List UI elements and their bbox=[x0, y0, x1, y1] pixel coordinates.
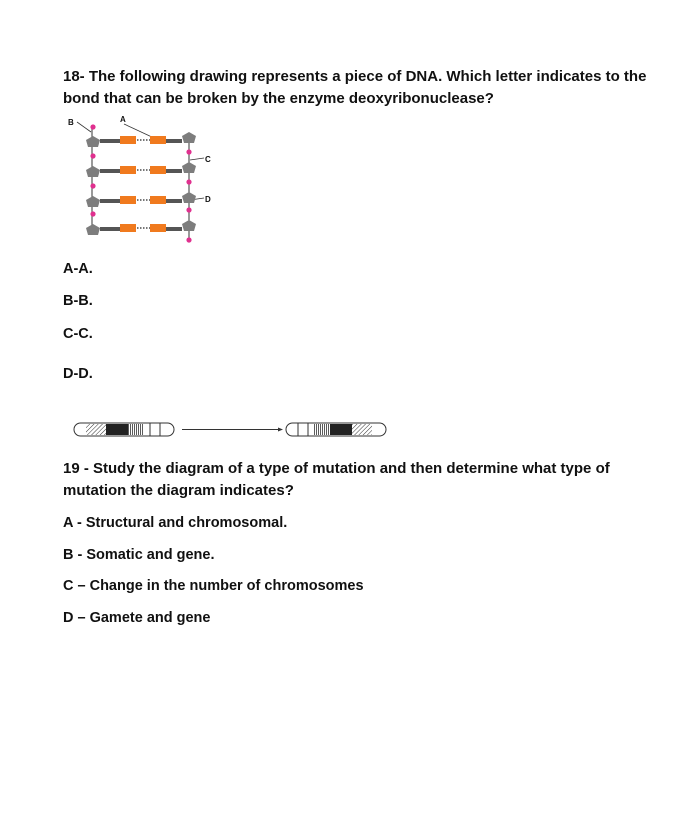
question-19-text: 19 - Study the diagram of a type of mutation and then determine what type of mutation the diagram indicates? bbox=[63, 460, 610, 499]
nucleotide-pair-row bbox=[86, 162, 196, 177]
q18-option-b[interactable]: B-B. bbox=[63, 293, 93, 309]
q19-option-b[interactable]: B - Somatic and gene. bbox=[63, 547, 215, 563]
q18-option-a[interactable]: A-A. bbox=[63, 261, 93, 277]
q19-option-a[interactable]: A - Structural and chromosomal. bbox=[63, 515, 288, 531]
label-b: B bbox=[68, 118, 74, 127]
nucleotide-pair-row bbox=[86, 220, 196, 235]
arrow-icon bbox=[182, 428, 283, 432]
original-chromosome bbox=[74, 423, 174, 436]
nucleotide-pair-row bbox=[86, 192, 196, 207]
q19-option-c[interactable]: C – Change in the number of chromosomes bbox=[63, 578, 364, 594]
nucleotide-pair-row bbox=[86, 132, 196, 147]
label-a: A bbox=[120, 115, 126, 124]
mutation-diagram bbox=[70, 418, 400, 442]
q18-option-d[interactable]: D-D. bbox=[63, 366, 93, 382]
q19-option-d[interactable]: D – Gamete and gene bbox=[63, 610, 211, 626]
dna-diagram bbox=[62, 112, 222, 252]
label-d: D bbox=[205, 195, 211, 204]
mutated-chromosome bbox=[286, 423, 386, 436]
label-c: C bbox=[205, 155, 211, 164]
q18-option-c[interactable]: C-C. bbox=[63, 326, 93, 342]
question-18-text: 18- The following drawing represents a piece of DNA. Which letter indicates to the bond that can be broken by the enzyme deoxyribonuclease? bbox=[63, 68, 647, 107]
